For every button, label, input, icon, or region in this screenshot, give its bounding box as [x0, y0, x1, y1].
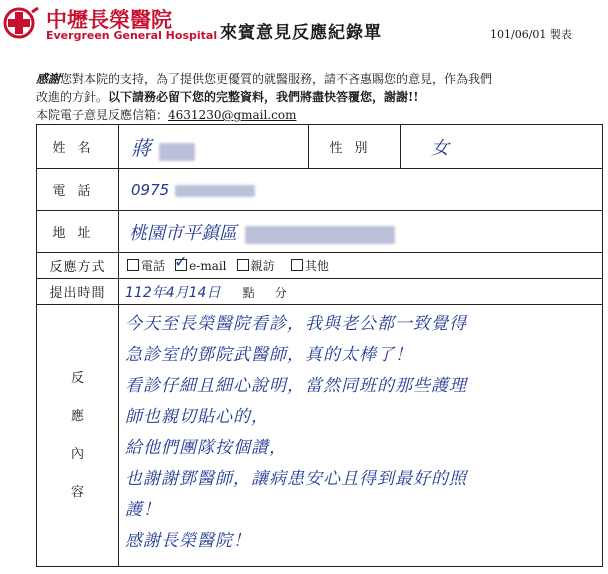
form-title: 來賓意見反應紀錄單 [220, 23, 382, 43]
email-line [36, 106, 297, 123]
redacted-address [245, 226, 395, 244]
name-value: 蔣 [131, 136, 151, 160]
time-label: 提出時間 [37, 279, 119, 305]
method-option-visit[interactable]: 親訪 [237, 257, 275, 274]
content-line: 急診室的鄧院武醫師，真的太棒了！ [125, 345, 413, 365]
checkbox-other[interactable] [291, 259, 303, 271]
form-header [0, 0, 608, 50]
gender-label: 性別 [309, 125, 401, 169]
address-value: 桃園市平鎮區 [129, 222, 237, 244]
form-code: 101/06/01 製表 [490, 28, 572, 41]
method-option-email[interactable]: ✓ e-mail [174, 252, 227, 273]
method-option-phone[interactable]: 電話 [127, 257, 165, 274]
row-address [37, 211, 603, 253]
intro-plain: 改進的方針。 [36, 90, 109, 104]
content-line: 看診仔細且細心說明，當然同班的那些護理 [125, 376, 467, 396]
row-content [37, 305, 603, 567]
time-minute-label: 分 [274, 285, 287, 300]
hospital-name-zh: 中壢長榮醫院 [46, 8, 172, 32]
row-phone [37, 169, 603, 211]
name-label: 姓名 [37, 125, 119, 169]
content-line: 今天至長榮醫院看診，我與老公都一致覺得 [125, 314, 467, 334]
feedback-form-table [36, 124, 603, 567]
content-line: 感謝長榮醫院！ [125, 531, 251, 551]
content-field[interactable] [119, 305, 603, 567]
gender-field[interactable] [401, 125, 603, 169]
time-value: 112年4月14日 [125, 284, 221, 301]
intro-thanks: 感謝 [36, 72, 61, 86]
address-field[interactable] [119, 211, 603, 253]
content-line: 師也親切貼心的， [125, 407, 269, 427]
row-method [37, 253, 603, 279]
content-label: 反 應 內 容 [37, 305, 119, 567]
name-field[interactable] [119, 125, 309, 169]
phone-label: 電話 [37, 169, 119, 211]
time-hour-label: 點 [242, 285, 255, 300]
content-line: 也謝謝鄧醫師，讓病患安心且得到最好的照 [125, 469, 467, 489]
gender-value: 女 [431, 137, 449, 159]
row-time [37, 279, 603, 305]
hospital-logo-icon [2, 6, 40, 40]
checkmark-icon: ✓ [174, 252, 188, 271]
intro-bold: 以下請務必留下您的完整資料，我們將盡快答覆您，謝謝!! [108, 90, 419, 104]
row-name [37, 125, 603, 169]
address-label: 地址 [37, 211, 119, 253]
intro-line-2 [36, 88, 419, 106]
checkbox-phone[interactable] [127, 259, 139, 271]
method-label: 反應方式 [37, 253, 119, 279]
phone-field[interactable] [119, 169, 603, 211]
content-line: 護！ [125, 500, 161, 520]
intro-text: 您對本院的支持，為了提供您更優質的就醫服務，請不吝惠賜您的意見，作為我們 [60, 72, 493, 86]
method-options [119, 253, 603, 279]
redacted-name [159, 143, 195, 161]
intro-line-1 [36, 70, 596, 88]
hospital-name-en: Evergreen General Hospital [46, 29, 218, 42]
checkbox-visit[interactable] [237, 259, 249, 271]
email-label: 本院電子意見反應信箱： [36, 108, 169, 122]
method-option-other[interactable]: 其他 [291, 257, 329, 274]
time-field[interactable] [119, 279, 603, 305]
phone-value: 0975 [131, 180, 170, 199]
checkbox-email[interactable] [174, 252, 188, 271]
content-line: 給他們團隊按個讚， [125, 438, 287, 458]
redacted-phone [175, 185, 255, 197]
email-link[interactable]: 4631230@gmail.com [168, 108, 297, 122]
content-lines [119, 305, 602, 557]
